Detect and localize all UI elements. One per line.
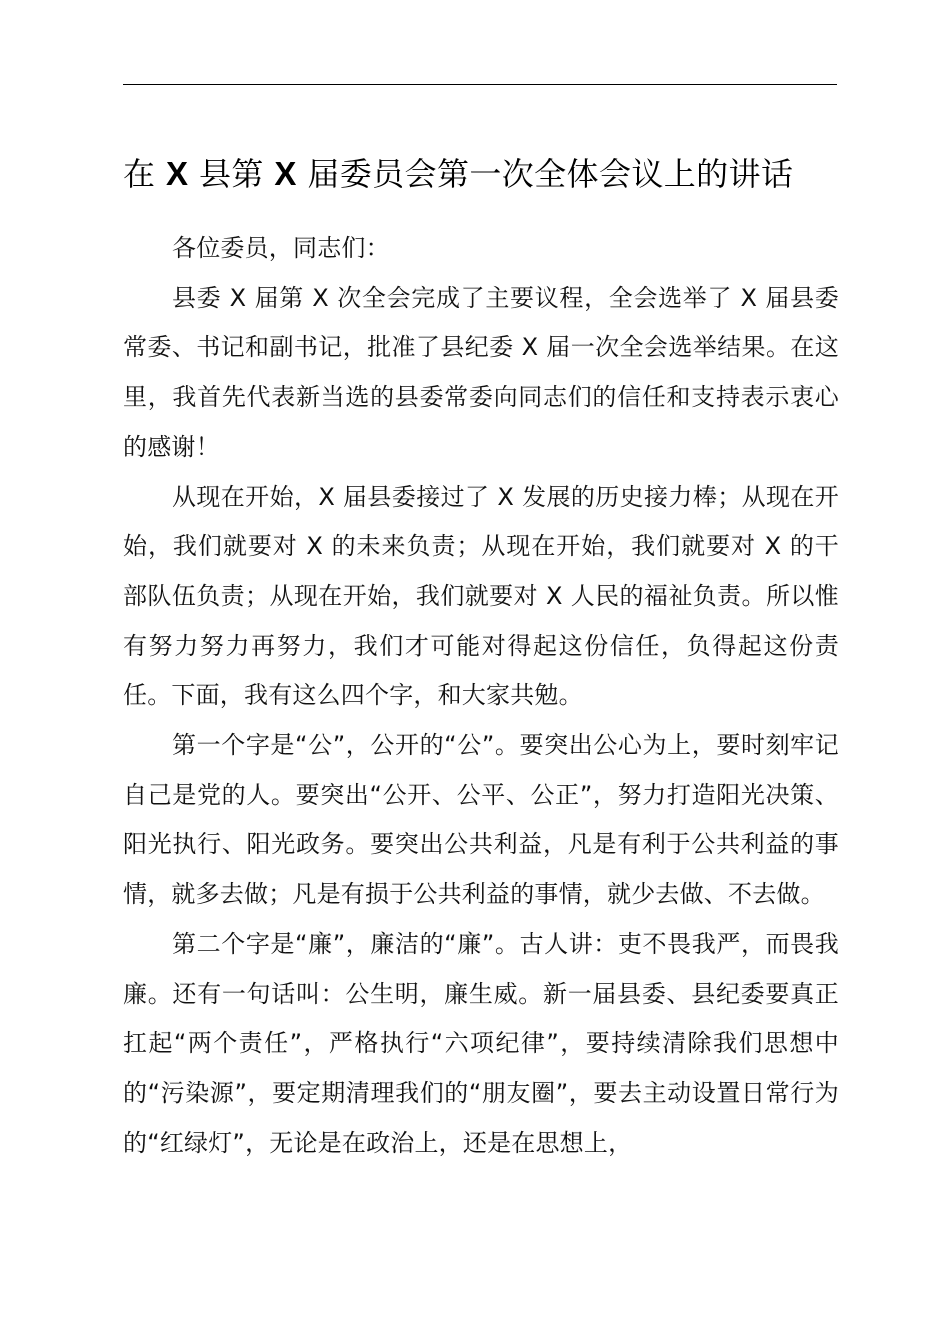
title-placeholder-x2: X <box>274 155 297 192</box>
title-prefix: 在 <box>123 155 166 193</box>
paragraph-opening: 县委 X 届第 X 次全会完成了主要议程，全会选举了 X 届县委常委、书记和副书记，批准了县纪委 X 届一次全会选举结果。在这里，我首先代表新当选的县委常委向同志们的信任和支持表示衷心的感谢！ <box>123 283 839 461</box>
header-rule <box>123 84 837 85</box>
title-middle: 县第 <box>188 155 275 193</box>
paragraph-responsibility: 从现在开始，X 届县委接过了 X 发展的历史接力棒；从现在开始，我们就要对 X 的未来负责；从现在开始，我们就要对 X 的干部队伍负责；从现在开始，我们就要对 X 人民的福祉负责。所以惟有努力努力再努力，我们才可能对得起这份信任，负得起这份责任。下面，我有这么四个字，和大家共勉。 <box>123 482 839 710</box>
paragraph-second-word-lian: 第二个字是“廉”，廉洁的“廉”。古人讲：吏不畏我严，而畏我廉。还有一句话叫：公生明，廉生威。新一届县委、县纪委要真正扛起“两个责任”，严格执行“六项纪律”，要持续清除我们思想中的“污染源”，要定期清理我们的“朋友圈”，要去主动设置日常行为的“红绿灯”，无论是在政治上，还是在思想上， <box>123 929 839 1157</box>
speech-body <box>123 224 839 1168</box>
title-suffix: 届委员会第一次全体会议上的讲话 <box>296 155 794 193</box>
title-placeholder-x1: X <box>165 155 189 192</box>
paragraph-first-word-gong: 第一个字是“公”，公开的“公”。要突出公心为上，要时刻牢记自己是党的人。要突出“公开、公平、公正”，努力打造阳光决策、阳光执行、阳光政务。要突出公共利益，凡是有利于公共利益的事情，就多去做；凡是有损于公共利益的事情，就少去做、不去做。 <box>123 731 839 909</box>
salutation: 各位委员，同志们： <box>172 234 390 262</box>
document-title <box>123 148 837 200</box>
